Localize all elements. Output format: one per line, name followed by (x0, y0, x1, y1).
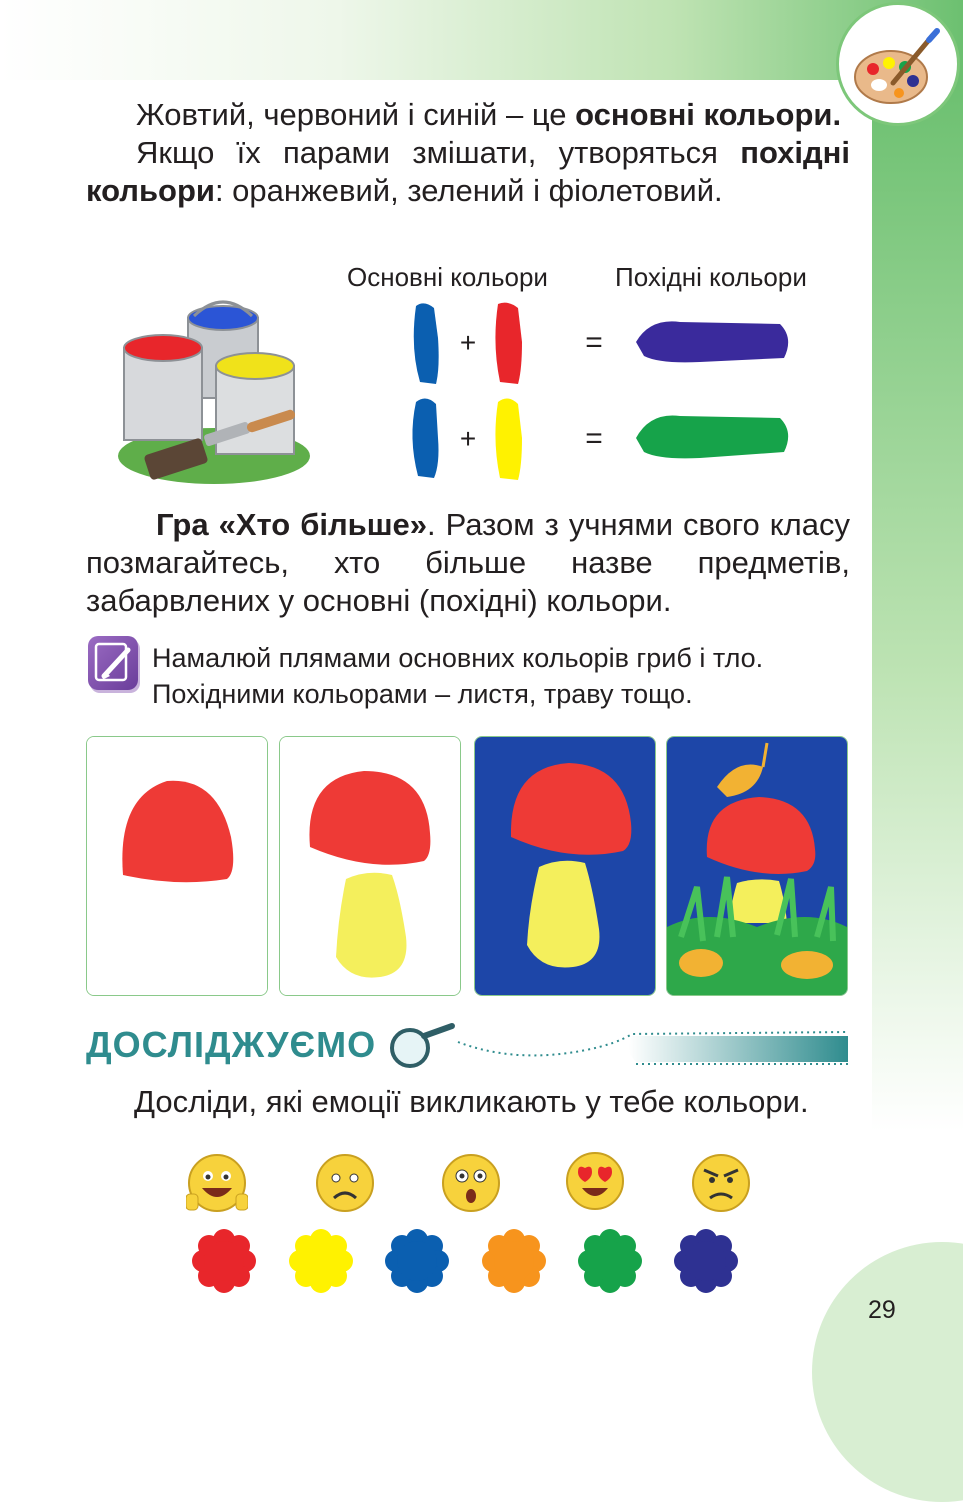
heart-eyes-face-icon (564, 1150, 626, 1212)
blue-stroke-2 (412, 398, 438, 478)
task-badge (88, 636, 138, 690)
pencil-icon (88, 636, 138, 690)
intro-paragraph-1: Жовтий, червоний і синій – це основні кольори. (136, 97, 842, 132)
mushroom-step-1 (86, 736, 268, 996)
palette-badge (836, 2, 960, 126)
palette-icon (839, 5, 957, 123)
page-number: 29 (868, 1296, 896, 1324)
top-green-band (0, 0, 963, 80)
violet-flower-icon (673, 1228, 739, 1294)
yellow-stroke (495, 398, 522, 480)
research-section-title: ДОСЛІДЖУЄМО (86, 1024, 377, 1065)
task-line-2: Похідними кольорами – листя, траву тощо. (152, 679, 693, 709)
game-title: Гра «Хто більше» (156, 507, 428, 542)
surprised-face-icon (440, 1152, 502, 1214)
term-primary-colors: основні кольори. (575, 97, 842, 132)
mushroom-step-3 (474, 736, 656, 996)
intro-paragraph-2: Якщо їх парами змішати, утворяться похідні кольори: оранжевий, зелений і фіолетовий. (86, 135, 850, 208)
task-instructions (152, 640, 850, 712)
task-line-1: Намалюй плямами основних кольорів гриб і тло. (152, 643, 764, 673)
green-flower-icon (577, 1228, 643, 1294)
red-stroke (495, 303, 522, 384)
blue-flower-icon (384, 1228, 450, 1294)
mushroom-step-4 (666, 736, 848, 996)
term-derived-colors: похідні кольори (86, 135, 850, 208)
violet-stroke (636, 321, 788, 362)
equals-sign-2: = (585, 422, 603, 455)
sad-face-icon (314, 1152, 376, 1214)
right-green-band (872, 80, 963, 1394)
color-mixing-diagram (400, 298, 800, 488)
plus-sign-1: + (459, 327, 477, 358)
mushroom-step-2 (279, 736, 461, 996)
magnifier-icon (392, 1026, 452, 1066)
intro-text (86, 96, 850, 210)
green-stroke (636, 415, 788, 458)
caption-derived: Похідні кольори (615, 262, 807, 292)
corner-circle (812, 1242, 963, 1502)
caption-primary: Основні кольори (347, 262, 548, 292)
happy-thumbs-up-face-icon (186, 1152, 248, 1214)
blue-stroke-1 (414, 303, 439, 384)
plus-sign-2: + (459, 423, 477, 454)
game-paragraph: Гра «Хто більше». Разом з учнями свого класу позмагайтесь, хто більше назве предметів, забарвлених у основні (похідні) кольори. (86, 507, 850, 618)
orange-flower-icon (481, 1228, 547, 1294)
research-instruction: Досліди, які емоції викликають у тебе кольори. (134, 1084, 809, 1119)
red-flower-icon (191, 1228, 257, 1294)
research-header-decoration (386, 1020, 854, 1072)
angry-face-icon (690, 1152, 752, 1214)
paint-buckets-image (116, 296, 312, 486)
yellow-flower-icon (288, 1228, 354, 1294)
equals-sign-1: = (585, 326, 603, 359)
